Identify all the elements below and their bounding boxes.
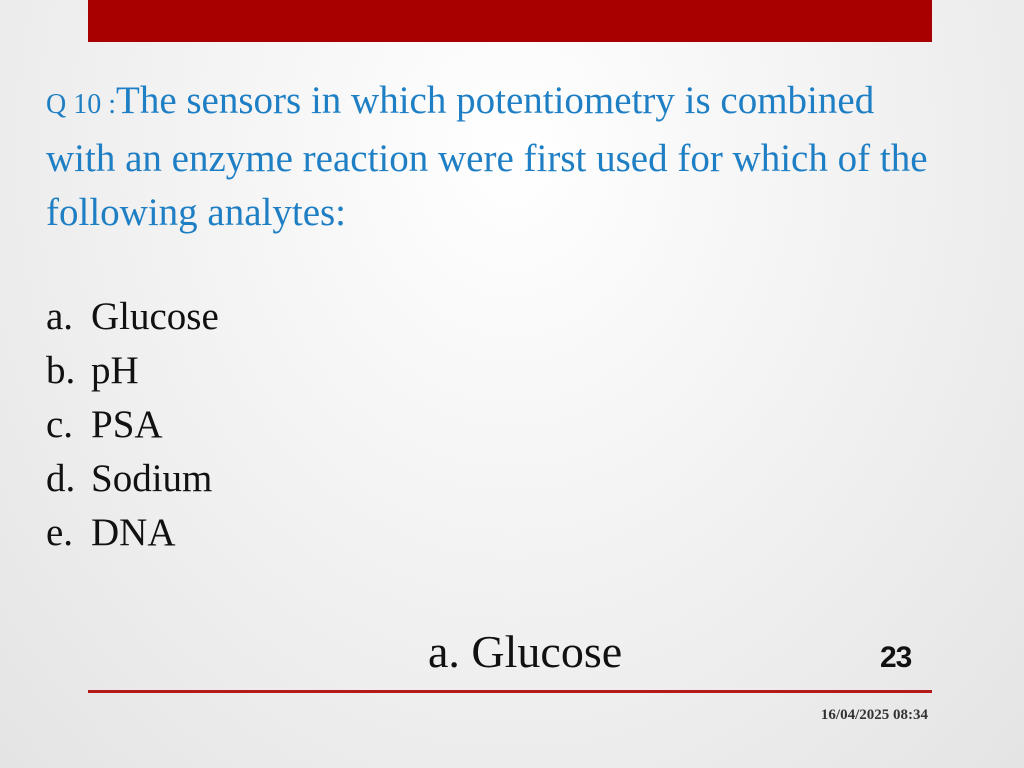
option-letter: d. — [46, 457, 76, 500]
slide-datetime: 16/04/2025 08:34 — [820, 707, 928, 723]
option-text: PSA — [91, 403, 163, 446]
option-d — [46, 452, 219, 506]
slide-number: 23 — [880, 641, 912, 674]
header-bar — [88, 0, 932, 42]
option-letter: b. — [46, 349, 76, 392]
option-a — [46, 290, 219, 344]
option-text: DNA — [91, 511, 176, 554]
option-b — [46, 344, 219, 398]
option-letter: a. — [46, 295, 74, 338]
footer-divider — [88, 690, 932, 693]
options-list — [46, 290, 219, 560]
option-text: Sodium — [91, 457, 213, 500]
question-block — [46, 74, 946, 240]
answer-text: a. Glucose — [428, 626, 623, 677]
option-letter: e. — [46, 511, 74, 554]
option-text: pH — [91, 349, 139, 392]
option-e — [46, 506, 219, 560]
option-text: Glucose — [91, 295, 219, 338]
question-label: Q 10 : — [46, 89, 116, 120]
option-c — [46, 398, 219, 452]
option-letter: c. — [46, 403, 74, 446]
question-text: The sensors in which potentiometry is combined with an enzyme reaction were first used for which of the following analytes: — [46, 79, 928, 234]
